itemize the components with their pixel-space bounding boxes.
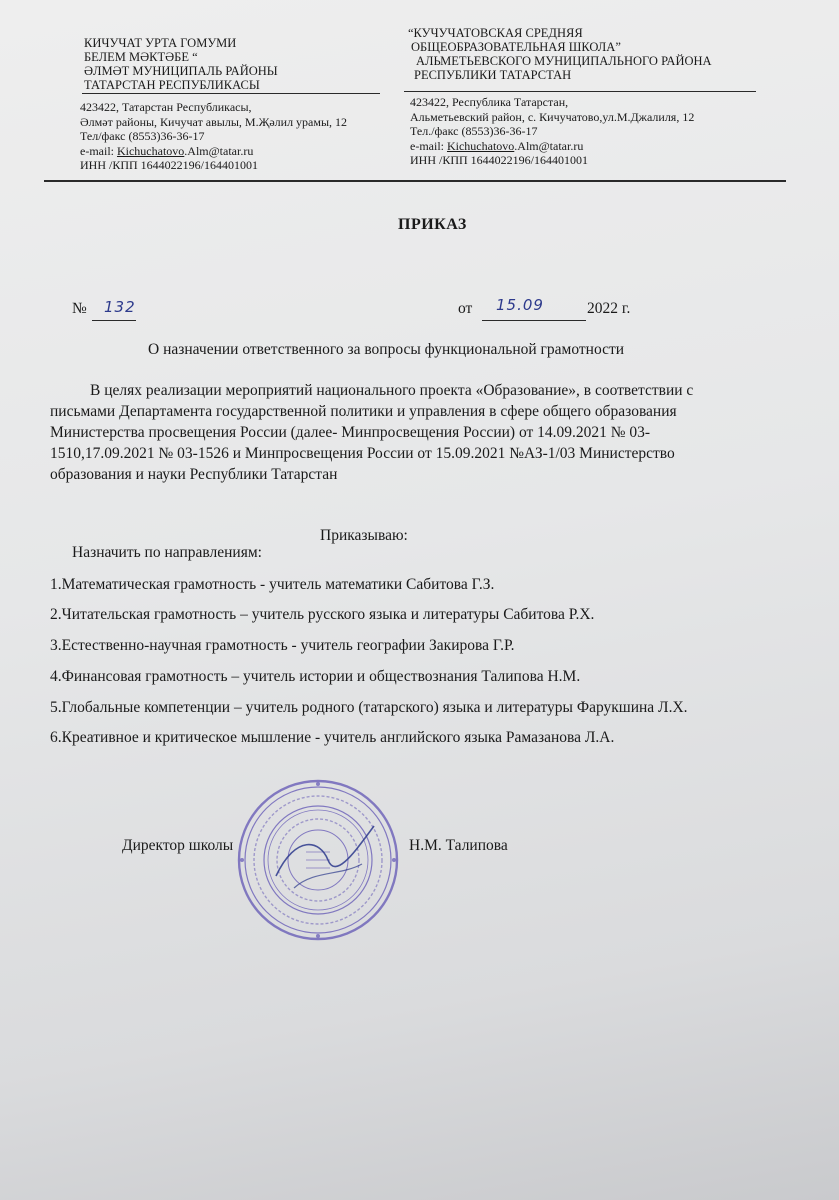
- header-divider-right: [404, 91, 756, 92]
- address-right-line: Тел./факс (8553)36-36-17: [410, 124, 538, 138]
- address-right-line: Альметьевский район, с. Кичучатово,ул.М.Джалиля, 12: [410, 109, 695, 124]
- header-bottom-rule: [44, 180, 786, 182]
- assignment-item: 4.Финансовая грамотность – учитель истории и обществознания Талипова Н.М.: [50, 668, 581, 685]
- inn-right: ИНН /КПП 1644022196/164401001: [410, 153, 589, 167]
- assign-intro: Назначить по направлениям:: [72, 544, 262, 561]
- header-divider-left: [82, 93, 380, 94]
- preamble-line: Министерства просвещения России (далее- Минпросвещения России) от 14.09.2021 № 03-: [50, 424, 651, 441]
- header-right-line: ОБЩЕОБРАЗОВАТЕЛЬНАЯ ШКОЛА”: [411, 40, 621, 54]
- date-year: 2022 г.: [587, 300, 631, 317]
- order-word: Приказываю:: [320, 527, 408, 544]
- header-right-org: [408, 26, 768, 82]
- header-right-line: “КУЧУЧАТОВСКАЯ СРЕДНЯЯ: [408, 26, 583, 40]
- date-underline: [482, 320, 586, 321]
- address-left-line: Тел/факс (8553)36-36-17: [80, 129, 205, 143]
- header-left-line: ӘЛМӘТ МУНИЦИПАЛЬ РАЙОНЫ: [84, 64, 278, 78]
- preamble-line: 1510,17.09.2021 № 03-1526 и Минпросвещения России от 15.09.2021 №АЗ-1/03 Министерство: [50, 445, 675, 462]
- address-left-line: Әлмәт районы, Кичучат авылы, М.Җәлил урамы, 12: [80, 114, 348, 129]
- official-stamp: [236, 778, 400, 942]
- email-right-user[interactable]: Kichuchatovo: [446, 138, 515, 153]
- date-handwritten: 15.09: [496, 296, 544, 314]
- order-number-label: №: [72, 300, 87, 317]
- address-right-line: 423422, Республика Татарстан,: [410, 95, 569, 109]
- email-right: e-mail: Kichuchatovo.Alm@tatar.ru: [410, 138, 584, 153]
- header-left-org: [84, 36, 384, 92]
- preamble-line: образования и науки Республики Татарстан: [50, 466, 338, 483]
- order-number-underline: [92, 320, 136, 321]
- order-subject: О назначении ответственного за вопросы функциональной грамотности: [148, 341, 625, 358]
- email-left-user[interactable]: Kichuchatovo: [116, 143, 185, 158]
- address-left-line: 423422, Татарстан Республикасы,: [80, 100, 252, 114]
- preamble-line: письмами Департамента государственной политики и управления в сфере общего образования: [50, 403, 677, 420]
- assignment-item: 5.Глобальные компетенции – учитель родного (татарского) языка и литературы Фарукшина Л.Х.: [50, 699, 688, 716]
- preamble-line: В целях реализации мероприятий национального проекта «Образование», в соответствии с: [90, 382, 694, 399]
- assignment-item: 6.Креативное и критическое мышление - учитель английского языка Рамазанова Л.А.: [50, 729, 615, 746]
- email-left: e-mail: Kichuchatovo.Alm@tatar.ru: [80, 143, 254, 158]
- signature-position: Директор школы: [122, 837, 234, 854]
- assignment-item: 1.Математическая грамотность - учитель математики Сабитова Г.З.: [50, 576, 495, 593]
- assignment-item: 2.Читательская грамотность – учитель русского языка и литературы Сабитова Р.Х.: [50, 606, 595, 623]
- assignment-item: 3.Естественно-научная грамотность - учитель географии Закирова Г.Р.: [50, 637, 515, 654]
- inn-left: ИНН /КПП 1644022196/164401001: [80, 158, 259, 172]
- order-number-handwritten: 132: [104, 298, 136, 316]
- address-left: [80, 100, 400, 173]
- header-left-line: БЕЛЕМ МӘКТӘБЕ “: [84, 50, 198, 64]
- date-prefix: от: [458, 300, 473, 317]
- header-left-line: КИЧУЧАТ УРТА ГОМУМИ: [84, 36, 237, 50]
- document-title: ПРИКАЗ: [398, 216, 467, 233]
- header-left-line: ТАТАРСТАН РЕСПУБЛИКАСЫ: [84, 78, 260, 92]
- address-right: [410, 95, 780, 168]
- header-right-line: АЛЬМЕТЬЕВСКОГО МУНИЦИПАЛЬНОГО РАЙОНА: [416, 54, 712, 68]
- header-right-line: РЕСПУБЛИКИ ТАТАРСТАН: [414, 68, 572, 82]
- signature-name: Н.М. Талипова: [409, 837, 508, 854]
